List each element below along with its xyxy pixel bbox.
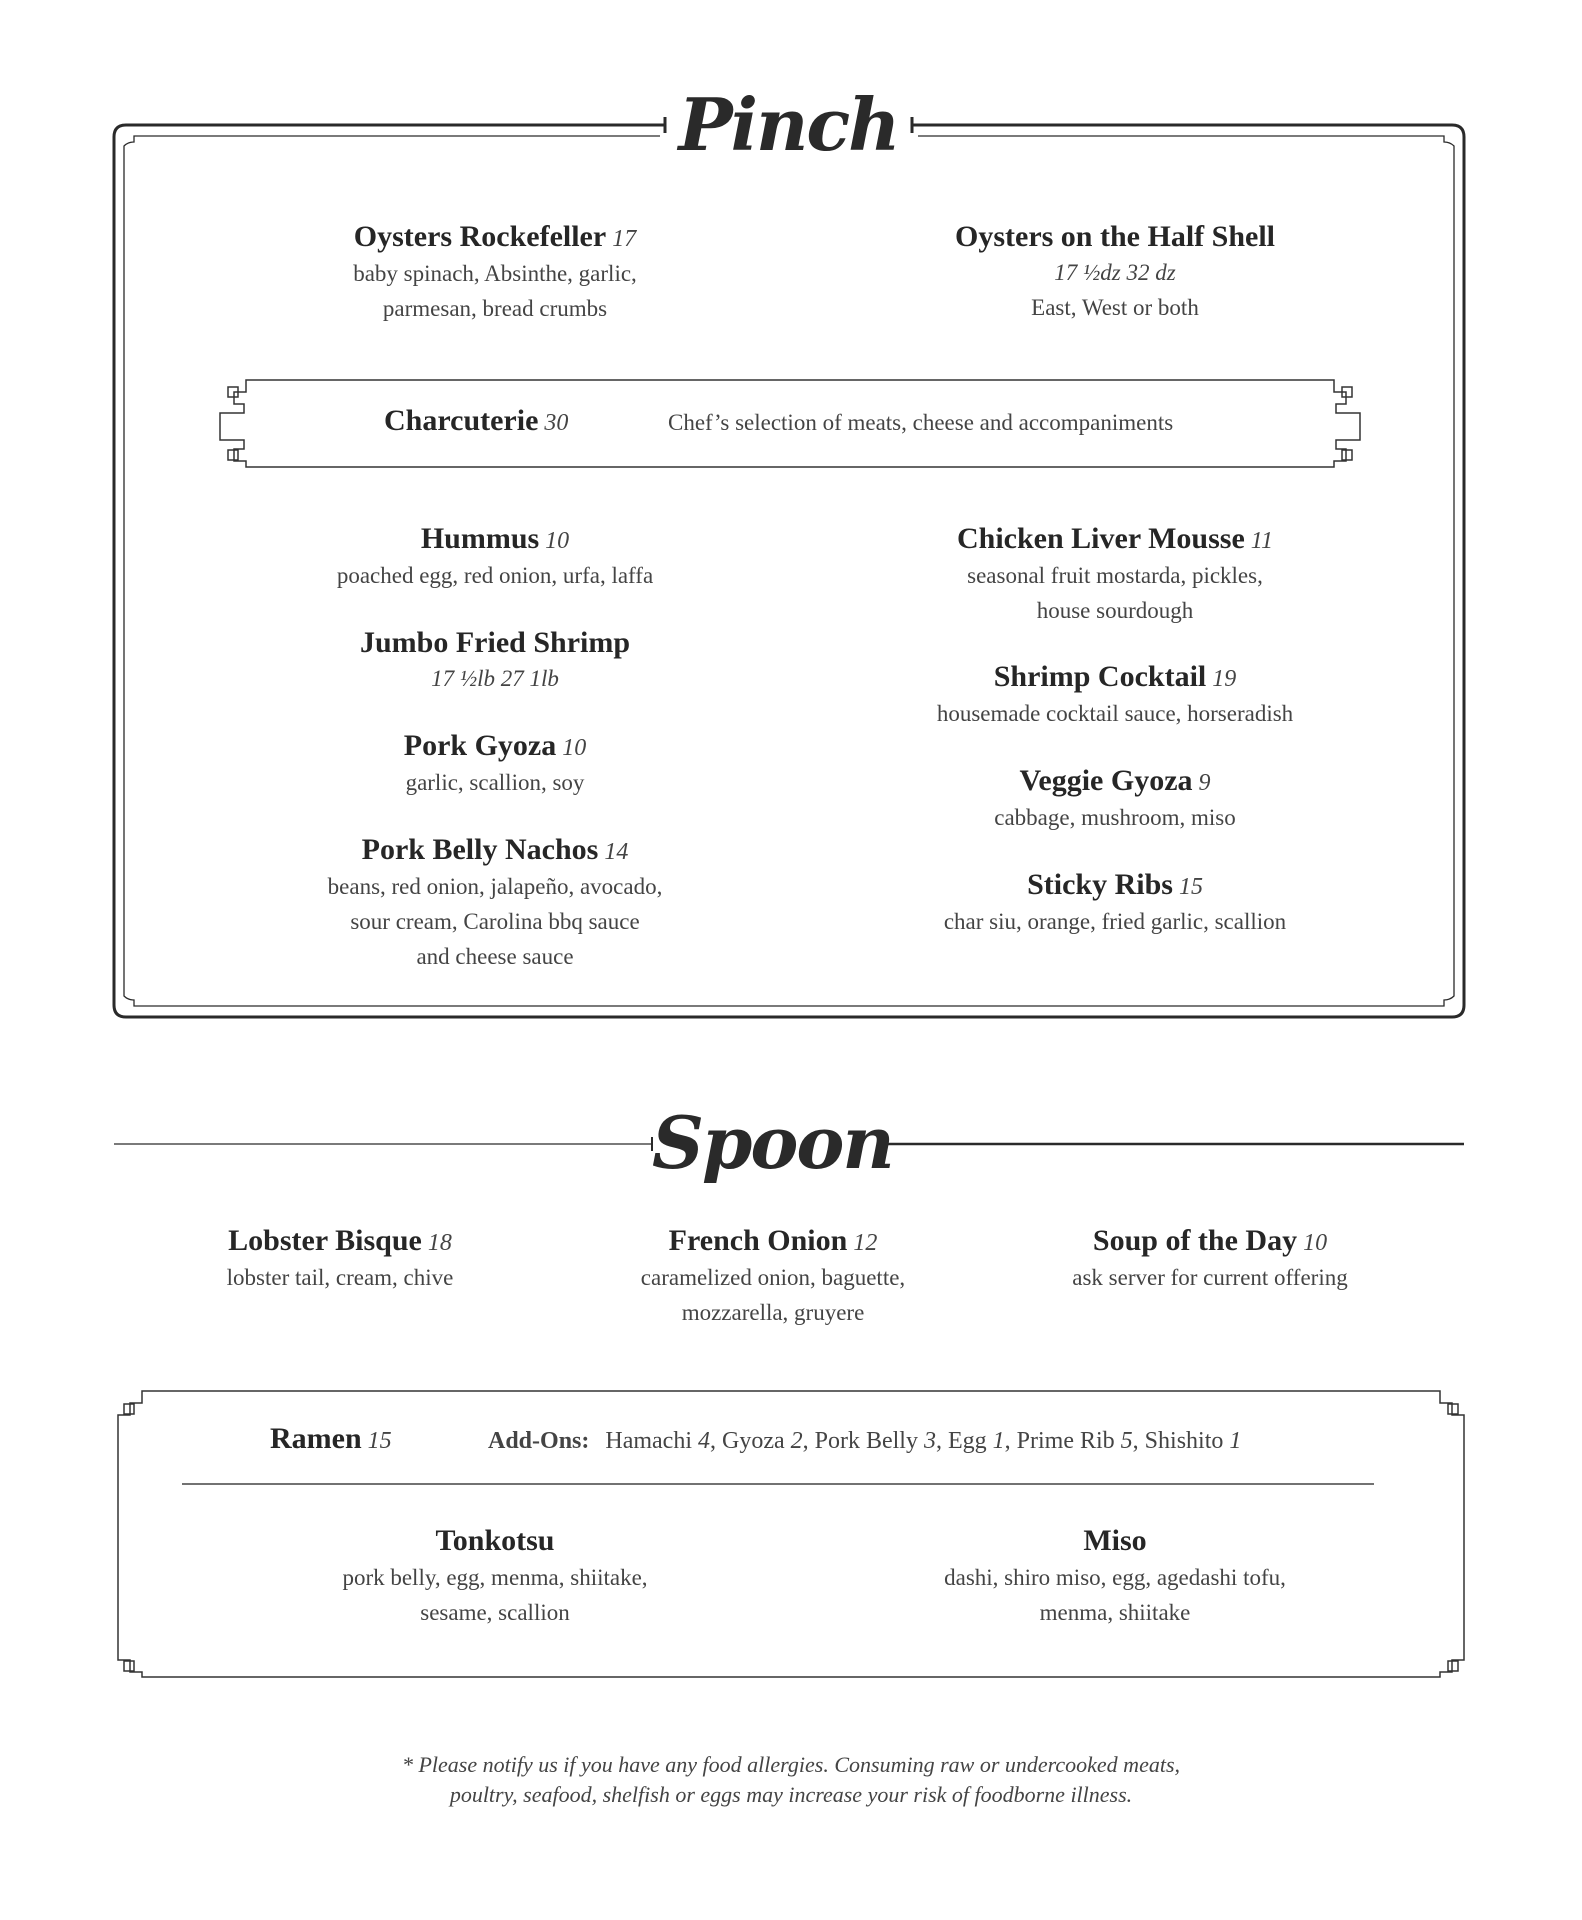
item-desc: and cheese sauce [416, 944, 574, 969]
item-desc: seasonal fruit mostarda, pickles, [967, 563, 1263, 588]
item-price: 15 [1178, 874, 1203, 900]
item-price: 15 [367, 1428, 392, 1454]
item-price: 11 [1250, 528, 1273, 554]
addon-name: Pork Belly [814, 1428, 918, 1454]
item-price: 10 [1303, 1230, 1328, 1256]
item-name: Tonkotsu [435, 1524, 555, 1557]
charcuterie-desc: Chef’s selection of meats, cheese and accompaniments [668, 410, 1174, 435]
item-price: 12 [853, 1230, 878, 1256]
addon-price: 4 [698, 1428, 710, 1454]
item-price: 19 [1212, 666, 1237, 692]
section-title-spoon: Spoon [652, 1100, 893, 1185]
menu-item [160, 1222, 520, 1295]
item-desc: pork belly, egg, menma, shiitake, [342, 1565, 648, 1590]
item-desc: menma, shiitake [1039, 1600, 1191, 1625]
charcuterie-title [384, 404, 624, 438]
item-name: Hummus [420, 522, 540, 555]
footnote-line: poultry, seafood, shelfish or eggs may increase your risk of foodborne illness. [449, 1782, 1133, 1807]
item-name: Lobster Bisque [228, 1224, 422, 1257]
item-name: Pork Belly Nachos [361, 833, 599, 866]
item-price: 10 [545, 528, 570, 554]
menu-item [835, 520, 1395, 628]
menu-item [835, 762, 1395, 835]
item-desc: parmesan, bread crumbs [382, 296, 608, 321]
addon-name: Hamachi [605, 1428, 692, 1454]
item-price: 17 [612, 226, 637, 252]
item-price: 9 [1198, 770, 1211, 796]
addon-name: Egg [947, 1428, 987, 1454]
item-price: 17 ½dz 32 dz [1054, 260, 1176, 285]
item-name: Soup of the Day [1092, 1224, 1298, 1257]
item-price: 30 [544, 410, 569, 436]
addon-price: 3 [923, 1428, 936, 1454]
item-desc: garlic, scallion, soy [405, 770, 585, 795]
item-price: 14 [604, 839, 629, 865]
menu-item [835, 218, 1395, 325]
addon-price: 1 [992, 1428, 1005, 1454]
menu-item [240, 520, 750, 593]
menu-item [835, 866, 1395, 939]
addon-price: 2 [790, 1428, 803, 1454]
item-desc: East, West or both [1031, 295, 1199, 320]
item-desc: caramelized onion, baguette, [640, 1265, 906, 1290]
item-desc: sesame, scallion [420, 1600, 570, 1625]
item-desc: baby spinach, Absinthe, garlic, [353, 261, 637, 286]
ramen-addons: Add-Ons: Hamachi 4, Gyoza 2, Pork Belly 3, Egg 1, Prime Rib 5, Shishito 1 [488, 1428, 1242, 1454]
item-desc: mozzarella, gruyere [681, 1300, 865, 1325]
item-name: Sticky Ribs [1027, 868, 1173, 901]
allergy-footnote [0, 1750, 1582, 1810]
item-desc: house sourdough [1036, 598, 1194, 623]
item-desc: cabbage, mushroom, miso [994, 805, 1236, 830]
section-title-pinch: Pinch [678, 82, 899, 167]
addon-price: 5 [1120, 1428, 1133, 1454]
item-name: Pork Gyoza [403, 729, 557, 762]
item-desc: dashi, shiro miso, egg, agedashi tofu, [944, 1565, 1286, 1590]
addon-name: Gyoza [722, 1428, 785, 1454]
addon-price: 1 [1229, 1428, 1242, 1454]
menu-item [240, 218, 750, 326]
menu-item [240, 831, 750, 974]
item-desc: lobster tail, cream, chive [226, 1265, 454, 1290]
item-name: Chicken Liver Mousse [956, 522, 1245, 555]
item-desc: ask server for current offering [1072, 1265, 1348, 1290]
item-name: Jumbo Fried Shrimp [359, 626, 631, 659]
item-price: 17 ½lb 27 1lb [431, 666, 559, 691]
item-desc: char siu, orange, fried garlic, scallion [943, 909, 1287, 934]
item-desc: beans, red onion, jalapeño, avocado, [327, 874, 663, 899]
menu-item [240, 624, 750, 696]
menu-item [1030, 1222, 1390, 1295]
item-desc: housemade cocktail sauce, horseradish [936, 701, 1294, 726]
menu-item [835, 658, 1395, 731]
item-price: 18 [427, 1230, 452, 1256]
item-desc: poached egg, red onion, urfa, laffa [336, 563, 654, 588]
item-name: Charcuterie [384, 404, 539, 437]
menu-item [590, 1222, 956, 1330]
addons-label: Add-Ons: [488, 1428, 590, 1454]
item-desc: sour cream, Carolina bbq sauce [350, 909, 640, 934]
item-name: Shrimp Cocktail [993, 660, 1207, 693]
item-price: 10 [562, 735, 587, 761]
item-name: Ramen [270, 1422, 362, 1455]
item-name: French Onion [668, 1224, 848, 1257]
addon-name: Shishito [1144, 1428, 1224, 1454]
menu-item [240, 727, 750, 800]
footnote-line: * Please notify us if you have any food allergies. Consuming raw or undercooked meats, [401, 1752, 1181, 1777]
ramen-title [270, 1422, 440, 1456]
item-name: Oysters Rockefeller [353, 220, 607, 253]
menu-item [240, 1522, 750, 1630]
item-name: Veggie Gyoza [1019, 764, 1193, 797]
item-name: Miso [1083, 1524, 1147, 1557]
menu-item [835, 1522, 1395, 1630]
addon-name: Prime Rib [1016, 1428, 1115, 1454]
item-name: Oysters on the Half Shell [955, 220, 1275, 253]
